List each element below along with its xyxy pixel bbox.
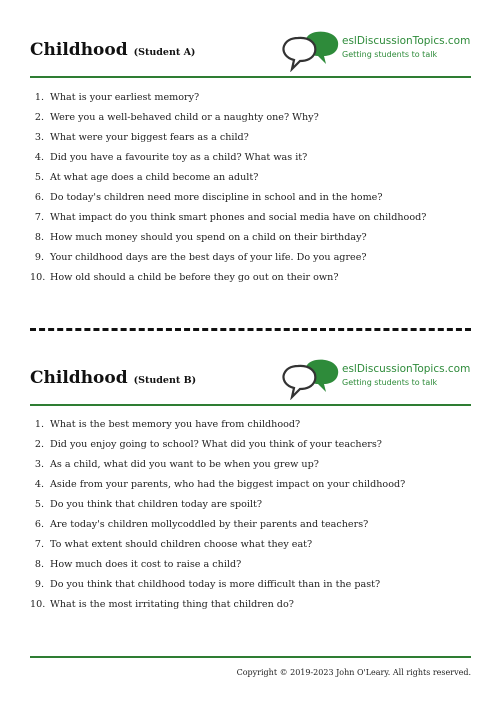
- section-header: [30, 26, 471, 76]
- question-text: What is the best memory you have from childhood?: [50, 419, 301, 430]
- section-header: [30, 354, 471, 404]
- question-text: How much money should you spend on a child on their birthday?: [50, 232, 367, 243]
- speech-bubbles-icon: [280, 28, 342, 72]
- brand-tagline: Getting students to talk: [342, 378, 438, 387]
- question-text: At what age does a child become an adult?: [50, 172, 259, 183]
- question-text: Do you think that childhood today is more difficult than in the past?: [50, 579, 381, 590]
- title-text: Childhood: [30, 368, 128, 388]
- question-text: Did you have a favourite toy as a child? What was it?: [50, 152, 308, 163]
- footer-rule: [30, 656, 471, 658]
- question-text: What is your earliest memory?: [50, 92, 200, 103]
- title-subtitle: (Student B): [133, 375, 197, 386]
- section-student-a: [30, 26, 471, 288]
- question-text: How old should a child be before they go out on their own?: [50, 272, 339, 283]
- page-title: [30, 368, 196, 388]
- list-item: 7. What impact do you think smart phones and social media have on childhood?: [34, 212, 427, 223]
- list-item: 8. How much money should you spend on a child on their birthday?: [34, 232, 367, 243]
- list-item: 2. Did you enjoy going to school? What did you think of your teachers?: [34, 439, 382, 450]
- section-student-b: [30, 354, 471, 615]
- list-item: 8. How much does it cost to raise a child?: [34, 559, 242, 570]
- list-item: 6. Do today's children need more discipline in school and in the home?: [34, 192, 383, 203]
- brand-logo: [280, 356, 471, 400]
- header-rule: [30, 76, 471, 78]
- list-item: 3. What were your biggest fears as a child?: [34, 132, 249, 143]
- question-text: What is the most irritating thing that children do?: [50, 599, 294, 610]
- list-item: 4. Aside from your parents, who had the biggest impact on your childhood?: [34, 479, 406, 490]
- question-text: Are today's children mollycoddled by their parents and teachers?: [50, 519, 369, 530]
- list-item: 10. What is the most irritating thing that children do?: [30, 599, 294, 610]
- list-item: 1. What is the best memory you have from childhood?: [34, 419, 301, 430]
- question-text: Aside from your parents, who had the biggest impact on your childhood?: [50, 479, 406, 490]
- question-text: What impact do you think smart phones and social media have on childhood?: [50, 212, 427, 223]
- question-text: Do you think that children today are spoilt?: [50, 499, 263, 510]
- list-item: 7. To what extent should children choose what they eat?: [34, 539, 313, 550]
- list-item: 1. What is your earliest memory?: [34, 92, 200, 103]
- question-list: [30, 415, 471, 615]
- question-text: Were you a well-behaved child or a naughty one? Why?: [50, 112, 319, 123]
- question-text: To what extent should children choose what they eat?: [50, 539, 313, 550]
- list-item: 3. As a child, what did you want to be when you grew up?: [34, 459, 319, 470]
- brand-site: eslDiscussionTopics.com: [342, 35, 471, 47]
- title-subtitle: (Student A): [133, 47, 196, 58]
- question-text: What were your biggest fears as a child?: [50, 132, 249, 143]
- question-list: [30, 88, 471, 288]
- list-item: 5. Do you think that children today are spoilt?: [34, 499, 263, 510]
- question-text: Do today's children need more discipline in school and in the home?: [50, 192, 383, 203]
- speech-bubbles-icon: [280, 356, 342, 400]
- question-text: As a child, what did you want to be when you grew up?: [50, 459, 319, 470]
- title-text: Childhood: [30, 40, 128, 60]
- page-title: [30, 40, 195, 60]
- brand-tagline: Getting students to talk: [342, 50, 438, 59]
- list-item: 10. How old should a child be before they go out on their own?: [30, 272, 339, 283]
- list-item: 9. Do you think that childhood today is more difficult than in the past?: [34, 579, 381, 590]
- list-item: 9. Your childhood days are the best days of your life. Do you agree?: [34, 252, 367, 263]
- question-text: How much does it cost to raise a child?: [50, 559, 242, 570]
- list-item: 4. Did you have a favourite toy as a child? What was it?: [34, 152, 308, 163]
- list-item: 6. Are today's children mollycoddled by their parents and teachers?: [34, 519, 369, 530]
- brand-logo: [280, 28, 471, 72]
- copyright-text: Copyright © 2019-2023 John O'Leary. All rights reserved.: [236, 668, 471, 677]
- question-text: Your childhood days are the best days of your life. Do you agree?: [50, 252, 367, 263]
- brand-site: eslDiscussionTopics.com: [342, 363, 471, 375]
- list-item: 2. Were you a well-behaved child or a naughty one? Why?: [34, 112, 319, 123]
- question-text: Did you enjoy going to school? What did you think of your teachers?: [50, 439, 382, 450]
- cut-line: [30, 328, 471, 331]
- list-item: 5. At what age does a child become an adult?: [34, 172, 259, 183]
- header-rule: [30, 404, 471, 406]
